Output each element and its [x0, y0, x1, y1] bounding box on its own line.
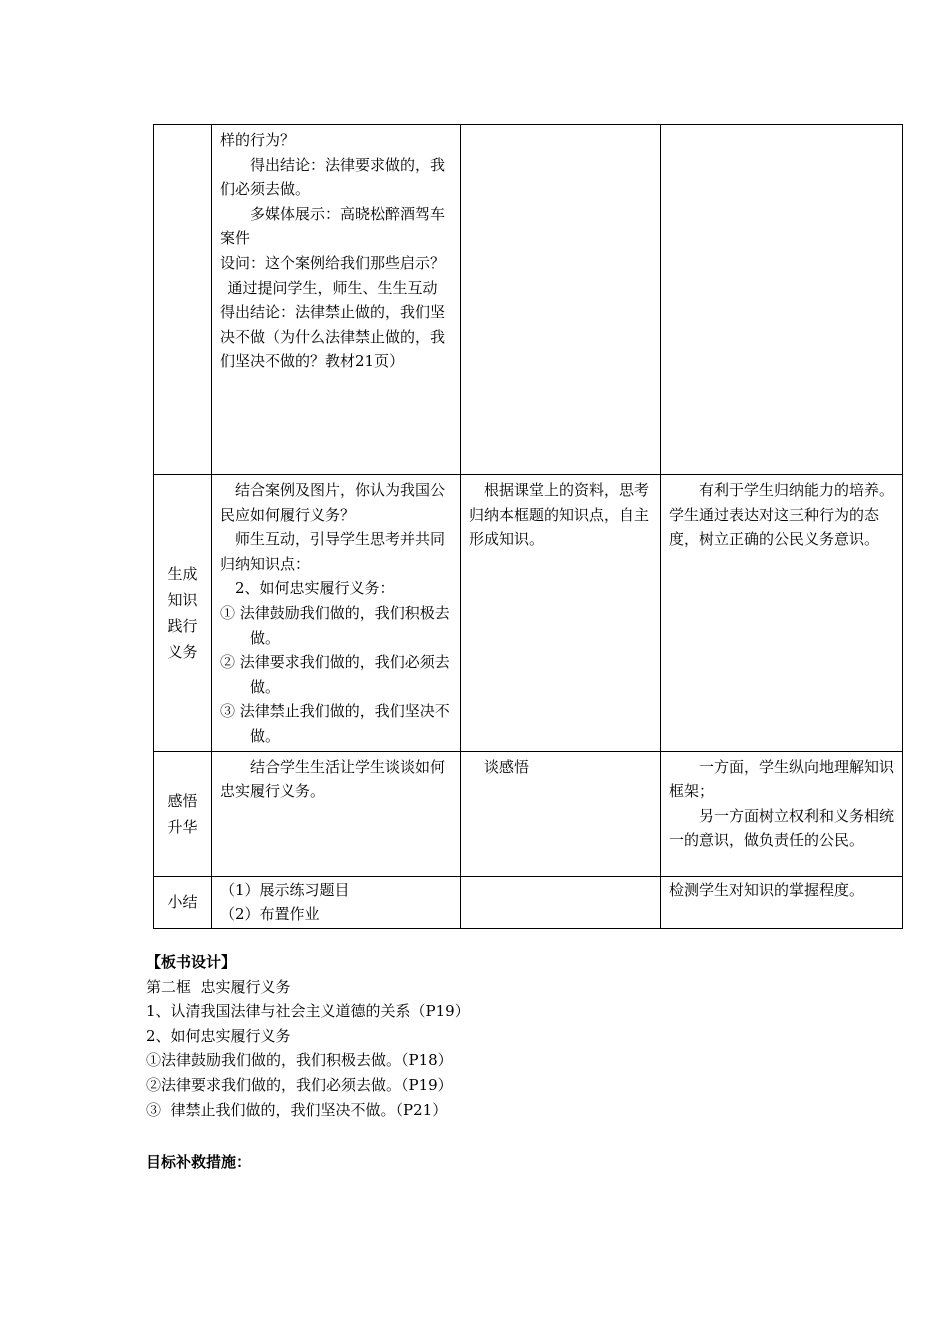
text-line: （2）布置作业 — [220, 904, 320, 923]
student-activity-cell — [461, 475, 661, 752]
student-activity-cell — [461, 876, 661, 928]
student-activity-cell — [461, 125, 661, 475]
text-line: 根据课堂上的资料，思考归纳本框题的知识点，自主形成知识。 — [469, 481, 650, 549]
design-intent-cell — [661, 876, 903, 928]
text-line: 谈感悟 — [484, 757, 530, 776]
row-label: 感悟升华 — [154, 751, 212, 876]
table-row — [154, 751, 903, 876]
text-line: （1）展示练习题目 — [220, 880, 350, 899]
text-line: ① 法律鼓励我们做的，我们积极去做。 — [220, 603, 450, 647]
design-intent-cell — [661, 751, 903, 876]
remedy-heading: 目标补救措施： — [146, 1153, 252, 1171]
board-line: ①法律鼓励我们做的，我们积极去做。（P18） — [146, 1051, 453, 1070]
table-row — [154, 475, 903, 752]
row-label — [154, 125, 212, 475]
row-label: 小结 — [154, 876, 212, 928]
section-heading: 【板书设计】 — [146, 953, 237, 971]
text-line: 得出结论：法律要求做的，我们必须去做。 — [220, 155, 446, 199]
teacher-activity-cell — [212, 751, 461, 876]
text-line: 通过提问学生，师生、生生互动得出结论：法律禁止做的，我们坚决不做（为什么法律禁止做的，我们坚决不做的？教材21页） — [220, 278, 446, 371]
row-label: 生成知识践行义务 — [154, 475, 212, 752]
text-line: 师生互动，引导学生思考并共同归纳知识点： — [220, 530, 446, 573]
teacher-activity-cell — [212, 475, 461, 752]
design-intent-cell — [661, 475, 903, 752]
board-line: 第二框 忠实履行义务 — [146, 977, 291, 996]
text-line: 结合案例及图片，你认为我国公民应如何履行义务？ — [220, 481, 446, 524]
board-line: 2、如何忠实履行义务 — [146, 1026, 291, 1045]
text-line: ② 法律要求我们做的，我们必须去做。 — [220, 653, 450, 696]
student-activity-cell — [461, 751, 661, 876]
text-line: 多媒体展示：高晓松醉酒驾车案件 — [220, 204, 446, 248]
design-intent-cell — [661, 125, 903, 475]
text-line: 检测学生对知识的掌握程度。 — [669, 880, 865, 899]
table-row — [154, 125, 903, 475]
text-line: ③ 法律禁止我们做的，我们坚决不做。 — [220, 702, 450, 745]
board-design-section — [146, 950, 906, 1122]
text-line: 有利于学生归纳能力的培养。学生通过表达对这三种行为的态度，树立正确的公民义务意识。 — [669, 481, 895, 549]
text-line: 样的行为？ — [220, 131, 296, 149]
lesson-plan-table — [153, 124, 903, 929]
text-line: 2、如何忠实履行义务： — [235, 579, 395, 598]
text-line: 另一方面树立权利和义务相统一的意识，做负责任的公民。 — [669, 806, 895, 850]
text-line: 设问：这个案例给我们那些启示？ — [220, 253, 446, 272]
table-row — [154, 876, 903, 928]
board-line: ③ 律禁止我们做的，我们坚决不做。（P21） — [146, 1100, 448, 1119]
board-line: ②法律要求我们做的，我们必须去做。（P19） — [146, 1075, 453, 1094]
text-line: 结合学生生活让学生谈谈如何忠实履行义务。 — [220, 757, 446, 801]
board-line: 1、认清我国法律与社会主义道德的关系（P19） — [146, 1002, 470, 1021]
teacher-activity-cell — [212, 876, 461, 928]
text-line: 一方面，学生纵向地理解知识框架； — [669, 757, 895, 801]
teacher-activity-cell — [212, 125, 461, 475]
